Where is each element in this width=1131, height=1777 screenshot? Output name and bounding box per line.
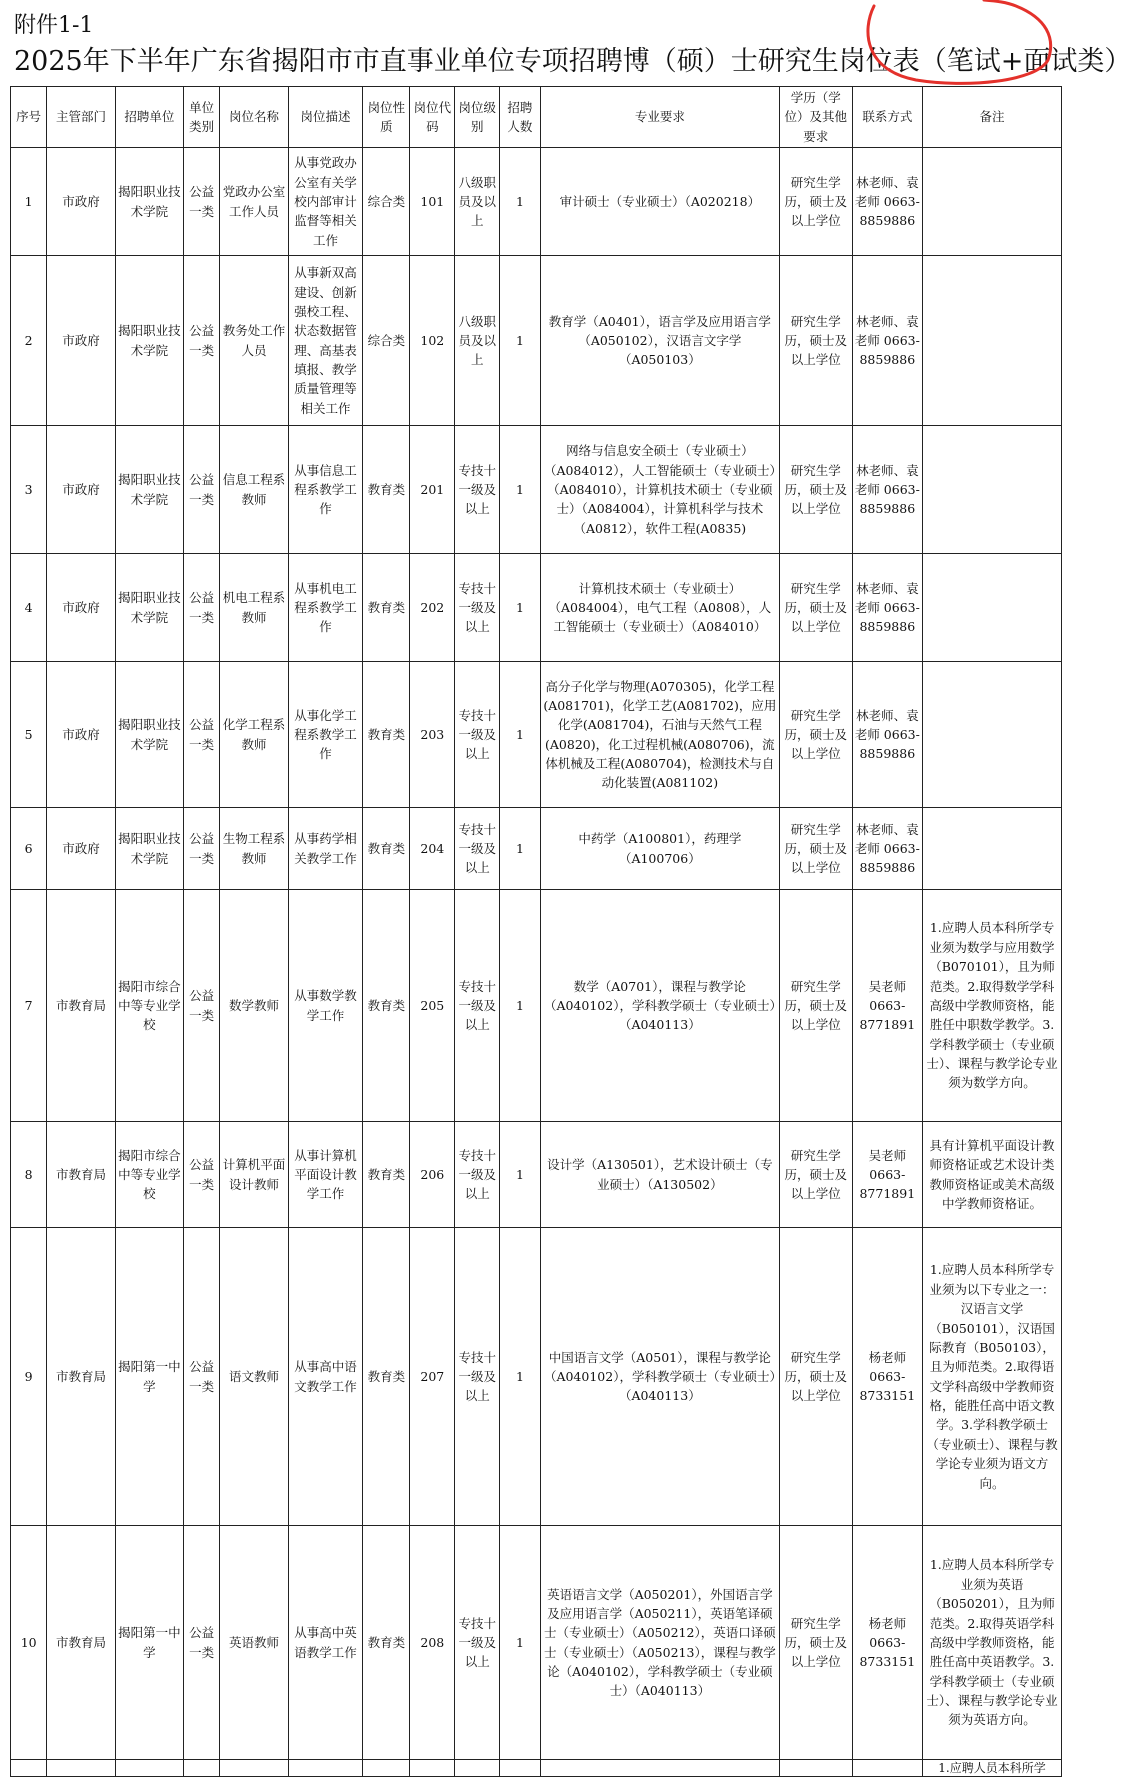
cell-post-name: 党政办公室工作人员 [220,148,288,256]
cell-major: 教育学（A0401），语言学及应用语言学（A050102），汉语言文字学（A050103） [540,256,779,426]
cell-post-desc: 从事高中英语教学工作 [288,1526,363,1760]
cell-contact: 林老师、袁老师 0663-8859886 [852,426,922,554]
cell-remark [923,662,1062,808]
cell-count [500,1760,541,1777]
cell-post-level: 专技十一级及以上 [455,1228,500,1526]
table-row [11,1122,1062,1228]
cell-contact: 杨老师 0663-8733151 [852,1228,922,1526]
cell-edu: 研究生学历，硕士及以上学位 [779,554,852,662]
cell-post-level: 专技十一级及以上 [455,1526,500,1760]
cell-edu: 研究生学历，硕士及以上学位 [779,662,852,808]
cell-unit: 揭阳职业技术学院 [115,808,183,890]
cell-seq: 8 [11,1122,47,1228]
cell-unit-type: 公益一类 [184,890,220,1122]
cell-edu: 研究生学历，硕士及以上学位 [779,1228,852,1526]
cell-edu: 研究生学历，硕士及以上学位 [779,1122,852,1228]
cell-major: 审计硕士（专业硕士）（A020218） [540,148,779,256]
cell-unit-type: 公益一类 [184,662,220,808]
cell-post-nature: 教育类 [363,808,410,890]
cell-post-code: 101 [410,148,455,256]
cell-post-name: 语文教师 [220,1228,288,1526]
cell-post-level: 专技十一级及以上 [455,808,500,890]
cell-edu [779,1760,852,1777]
header-dept: 主管部门 [47,87,115,148]
cell-post-desc: 从事化学工程系教学工作 [288,662,363,808]
cell-remark: 具有计算机平面设计教师资格证或艺术设计类教师资格证或美术高级中学教师资格证。 [923,1122,1062,1228]
cell-remark [923,148,1062,256]
cell-seq: 5 [11,662,47,808]
cell-count: 1 [500,662,541,808]
cell-unit-type: 公益一类 [184,148,220,256]
cell-dept: 市教育局 [47,1228,115,1526]
cell-post-desc: 从事机电工程系教学工作 [288,554,363,662]
cell-remark: 1.应聘人员本科所学专业须为以下专业之一：汉语言文学（B050101），汉语国际教育（B050103），且为师范类。2.取得语文学科高级中学教师资格，能胜任高中语文教学。3.学科教学硕士（专业硕士）、课程与教学论专业须为语文方向。 [923,1228,1062,1526]
table-row [11,1526,1062,1760]
cell-seq [11,1760,47,1777]
cell-post-desc: 从事高中语文教学工作 [288,1228,363,1526]
cell-count: 1 [500,554,541,662]
cell-post-code: 201 [410,426,455,554]
cell-major: 中药学（A100801），药理学（A100706） [540,808,779,890]
cell-post-name: 计算机平面设计教师 [220,1122,288,1228]
cell-post-desc: 从事信息工程系教学工作 [288,426,363,554]
cell-unit [115,1760,183,1777]
cell-dept: 市政府 [47,426,115,554]
cell-post-code: 202 [410,554,455,662]
cell-major: 网络与信息安全硕士（专业硕士）（A084012），人工智能硕士（专业硕士）（A084010），计算机技术硕士（专业硕士）（A084004），计算机科学与技术（A0812），软件工程(A0835) [540,426,779,554]
cell-post-code: 203 [410,662,455,808]
cell-edu: 研究生学历，硕士及以上学位 [779,808,852,890]
header-row [11,87,1062,148]
cell-unit-type: 公益一类 [184,554,220,662]
cell-post-nature [363,1760,410,1777]
positions-table [10,86,1062,1777]
cell-post-code: 102 [410,256,455,426]
table-row [11,148,1062,256]
cell-post-nature: 综合类 [363,148,410,256]
cell-post-code: 207 [410,1228,455,1526]
header-remark: 备注 [923,87,1062,148]
cell-post-name: 信息工程系教师 [220,426,288,554]
cell-edu: 研究生学历，硕士及以上学位 [779,426,852,554]
cell-edu: 研究生学历，硕士及以上学位 [779,256,852,426]
cell-dept: 市教育局 [47,890,115,1122]
cell-unit: 揭阳市综合中等专业学校 [115,890,183,1122]
cell-contact: 吴老师 0663-8771891 [852,890,922,1122]
cell-dept: 市政府 [47,256,115,426]
cell-major: 中国语言文学（A0501），课程与教学论（A040102），学科教学硕士（专业硕士）（A040113） [540,1228,779,1526]
cell-post-nature: 综合类 [363,256,410,426]
cell-dept: 市教育局 [47,1122,115,1228]
cell-dept [47,1760,115,1777]
cell-unit: 揭阳第一中学 [115,1228,183,1526]
cell-dept: 市政府 [47,148,115,256]
cell-unit: 揭阳职业技术学院 [115,662,183,808]
cell-post-level: 八级职员及以上 [455,256,500,426]
cell-contact: 林老师、袁老师 0663-8859886 [852,554,922,662]
cell-post-desc [288,1760,363,1777]
cell-remark [923,554,1062,662]
page-title [14,40,1131,84]
cell-post-code: 208 [410,1526,455,1760]
title-main: 2025年下半年广东省揭阳市市直事业单位专项招聘博（硕）士研究生岗位表 [14,46,920,77]
cell-post-desc: 从事新双高建设、创新强校工程、状态数据管理、高基表填报、教学质量管理等相关工作 [288,256,363,426]
cell-seq: 9 [11,1228,47,1526]
cell-contact: 林老师、袁老师 0663-8859886 [852,148,922,256]
cell-post-name [220,1760,288,1777]
table-row [11,808,1062,890]
cell-remark [923,256,1062,426]
cell-post-name: 机电工程系教师 [220,554,288,662]
cell-unit: 揭阳职业技术学院 [115,256,183,426]
cell-unit: 揭阳职业技术学院 [115,148,183,256]
cell-remark: 1.应聘人员本科所学 [923,1760,1062,1777]
cell-post-nature: 教育类 [363,890,410,1122]
cell-post-nature: 教育类 [363,1122,410,1228]
cell-unit-type: 公益一类 [184,808,220,890]
table-row [11,256,1062,426]
cell-count: 1 [500,1228,541,1526]
cell-unit: 揭阳市综合中等专业学校 [115,1122,183,1228]
cell-seq: 4 [11,554,47,662]
table-row [11,554,1062,662]
cell-seq: 6 [11,808,47,890]
cell-edu: 研究生学历，硕士及以上学位 [779,1526,852,1760]
cell-seq: 7 [11,890,47,1122]
cell-count: 1 [500,890,541,1122]
cell-seq: 10 [11,1526,47,1760]
cell-post-code: 204 [410,808,455,890]
header-unit-type: 单位类别 [184,87,220,148]
cell-unit-type: 公益一类 [184,1526,220,1760]
cell-unit-type: 公益一类 [184,1228,220,1526]
cell-dept: 市政府 [47,554,115,662]
cell-seq: 3 [11,426,47,554]
cell-unit: 揭阳第一中学 [115,1526,183,1760]
cell-edu: 研究生学历，硕士及以上学位 [779,148,852,256]
header-major: 专业要求 [540,87,779,148]
cell-unit-type: 公益一类 [184,426,220,554]
cell-remark [923,426,1062,554]
cell-major [540,1760,779,1777]
header-edu: 学历（学位）及其他要求 [779,87,852,148]
cell-major: 数学（A0701），课程与教学论（A040102），学科教学硕士（专业硕士）（A040113） [540,890,779,1122]
cell-count: 1 [500,1122,541,1228]
cell-count: 1 [500,256,541,426]
cell-seq: 2 [11,256,47,426]
cell-seq: 1 [11,148,47,256]
cell-dept: 市政府 [47,808,115,890]
annex-label: 附件1-1 [14,13,94,38]
header-post-nature: 岗位性质 [363,87,410,148]
cell-edu: 研究生学历，硕士及以上学位 [779,890,852,1122]
cell-post-nature: 教育类 [363,1526,410,1760]
cell-post-name: 化学工程系教师 [220,662,288,808]
cell-major: 设计学（A130501），艺术设计硕士（专业硕士）（A130502） [540,1122,779,1228]
cell-count: 1 [500,426,541,554]
header-post-code: 岗位代码 [410,87,455,148]
cell-unit: 揭阳职业技术学院 [115,554,183,662]
header-post-level: 岗位级别 [455,87,500,148]
header-seq: 序号 [11,87,47,148]
cell-count: 1 [500,808,541,890]
cell-contact: 林老师、袁老师 0663-8859886 [852,662,922,808]
cell-unit-type: 公益一类 [184,256,220,426]
cell-count: 1 [500,148,541,256]
cell-post-level: 专技十一级及以上 [455,554,500,662]
cell-post-name: 英语教师 [220,1526,288,1760]
cell-major: 英语语言文学（A050201），外国语言学及应用语言学（A050211），英语笔译硕士（专业硕士）（A050212），英语口译硕士（专业硕士）（A050213），课程与教学论（A040102），学科教学硕士（专业硕士）（A040113） [540,1526,779,1760]
cell-post-nature: 教育类 [363,554,410,662]
cell-post-name: 教务处工作人员 [220,256,288,426]
cell-post-level: 八级职员及以上 [455,148,500,256]
cell-post-nature: 教育类 [363,1228,410,1526]
cell-contact [852,1760,922,1777]
cell-post-code [410,1760,455,1777]
table-row [11,426,1062,554]
cell-post-desc: 从事药学相关教学工作 [288,808,363,890]
table-row [11,890,1062,1122]
cell-post-level [455,1760,500,1777]
header-post-desc: 岗位描述 [288,87,363,148]
cell-contact: 林老师、袁老师 0663-8859886 [852,808,922,890]
cell-post-level: 专技十一级及以上 [455,890,500,1122]
header-contact: 联系方式 [852,87,922,148]
cell-dept: 市教育局 [47,1526,115,1760]
title-highlight: （笔试+面试类） [919,46,1131,77]
cell-post-desc: 从事党政办公室有关学校内部审计监督等相关工作 [288,148,363,256]
header-post-name: 岗位名称 [220,87,288,148]
header-count: 招聘人数 [500,87,541,148]
cell-post-code: 205 [410,890,455,1122]
table-row-partial [11,1760,1062,1777]
cell-post-nature: 教育类 [363,662,410,808]
header-unit: 招聘单位 [115,87,183,148]
cell-contact: 吴老师 0663-8771891 [852,1122,922,1228]
cell-contact: 林老师、袁老师 0663-8859886 [852,256,922,426]
cell-count: 1 [500,1526,541,1760]
cell-post-level: 专技十一级及以上 [455,426,500,554]
cell-post-level: 专技十一级及以上 [455,662,500,808]
table-row [11,1228,1062,1526]
cell-remark [923,808,1062,890]
cell-remark: 1.应聘人员本科所学专业须为英语（B050201），且为师范类。2.取得英语学科高级中学教师资格，能胜任高中英语教学。3.学科教学硕士（专业硕士）、课程与教学论专业须为英语方向。 [923,1526,1062,1760]
cell-dept: 市政府 [47,662,115,808]
cell-post-code: 206 [410,1122,455,1228]
cell-post-desc: 从事数学教学工作 [288,890,363,1122]
cell-post-name: 数学教师 [220,890,288,1122]
cell-unit-type: 公益一类 [184,1122,220,1228]
cell-unit-type [184,1760,220,1777]
cell-major: 计算机技术硕士（专业硕士）（A084004），电气工程（A0808），人工智能硕士（专业硕士）（A084010） [540,554,779,662]
cell-unit: 揭阳职业技术学院 [115,426,183,554]
cell-contact: 杨老师 0663-8733151 [852,1526,922,1760]
cell-post-nature: 教育类 [363,426,410,554]
cell-post-desc: 从事计算机平面设计教学工作 [288,1122,363,1228]
cell-remark: 1.应聘人员本科所学专业须为数学与应用数学（B070101），且为师范类。2.取得数学学科高级中学教师资格，能胜任中职数学教学。3.学科教学硕士（专业硕士）、课程与教学论专业须为数学方向。 [923,890,1062,1122]
cell-post-name: 生物工程系教师 [220,808,288,890]
cell-post-level: 专技十一级及以上 [455,1122,500,1228]
cell-major: 高分子化学与物理(A070305)，化学工程(A081701)，化学工艺(A081702)，应用化学(A081704)，石油与天然气工程(A0820)，化工过程机械(A080706)，流体机械及工程(A080704)，检测技术与自动化装置(A081102) [540,662,779,808]
table-row [11,662,1062,808]
